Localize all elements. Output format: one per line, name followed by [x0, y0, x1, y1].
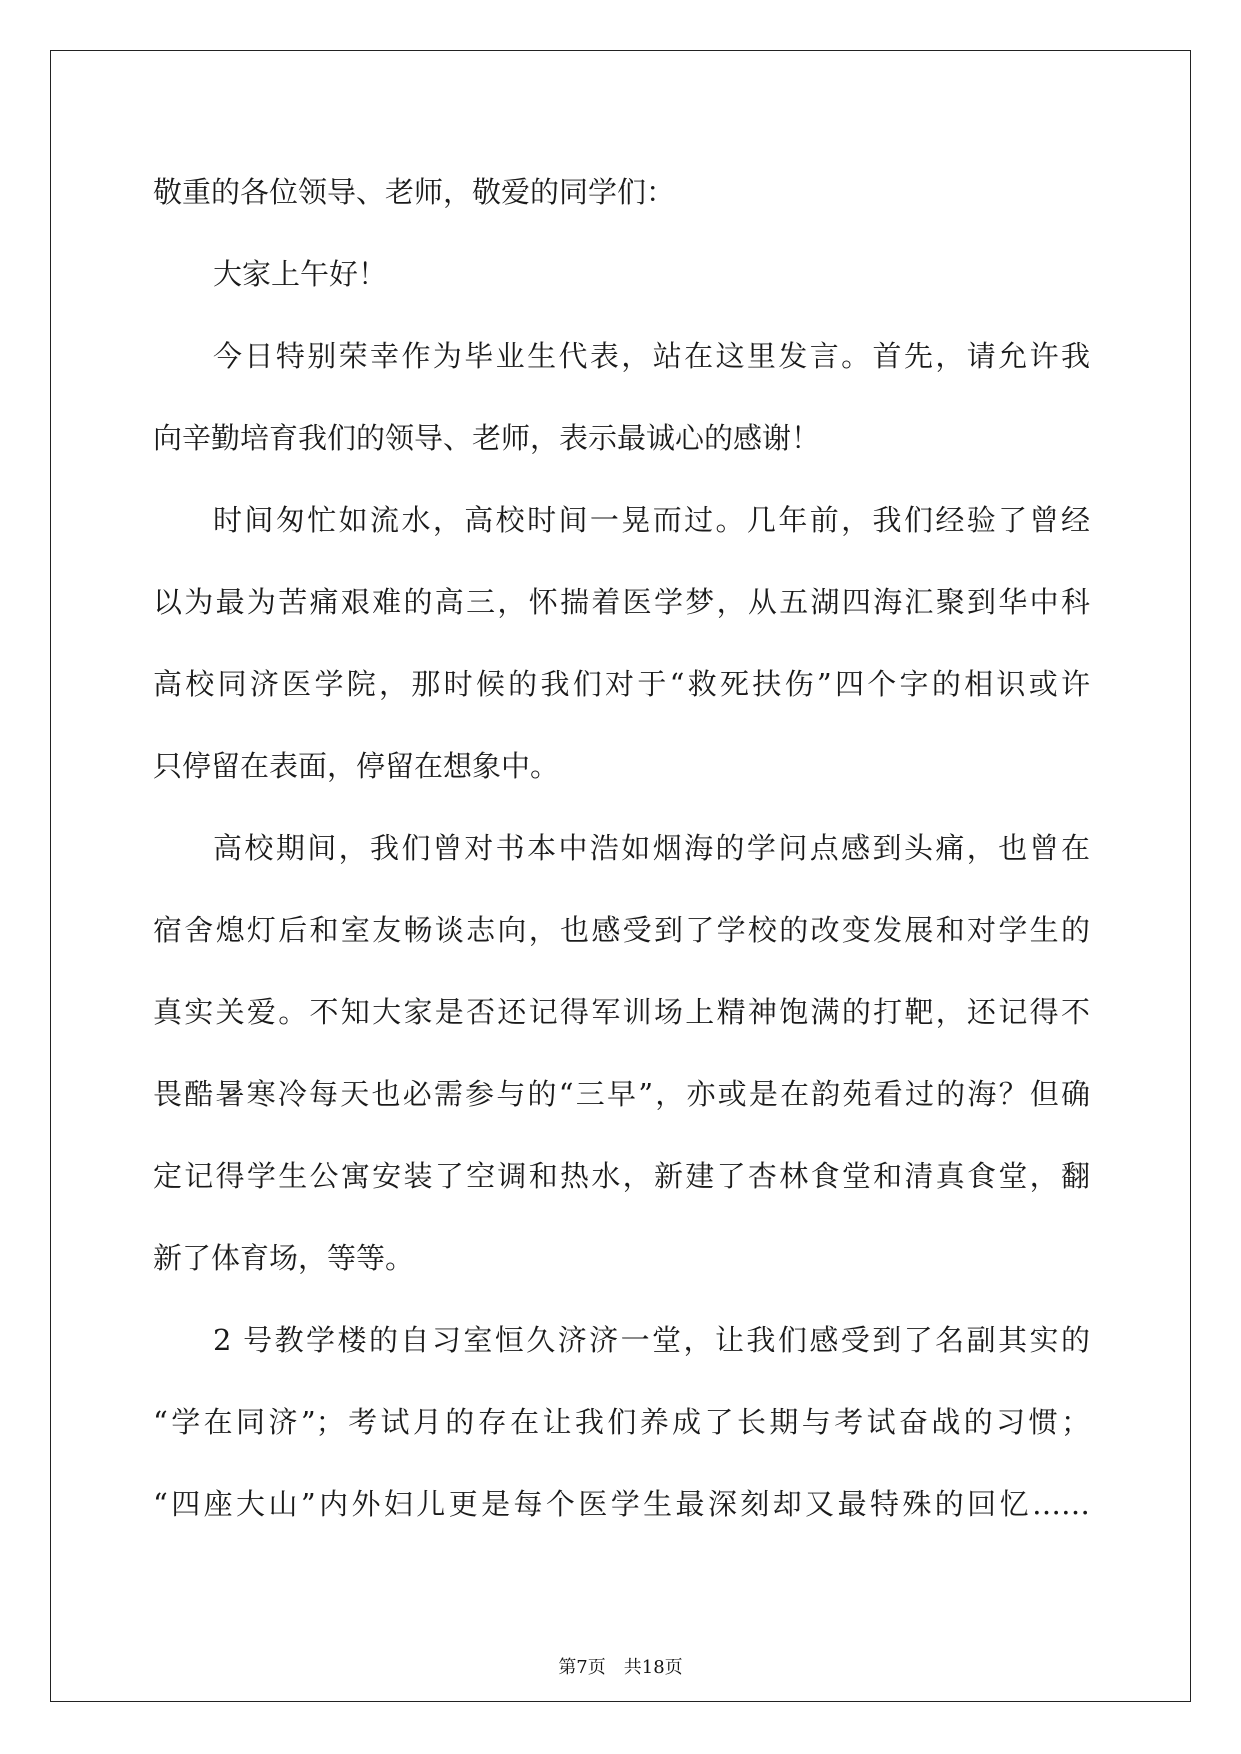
salutation-line: 敬重的各位领导、老师，敬爱的同学们：	[153, 175, 676, 209]
paragraph-line: 宿舍熄灯后和室友畅谈志向，也感受到了学校的改变发展和对学生的	[153, 913, 1090, 947]
paragraph-line: 今日特别荣幸作为毕业生代表，站在这里发言。首先，请允许我	[213, 339, 1090, 373]
page-number-footer: 第7页 共18页	[558, 1657, 683, 1678]
paragraph-line: 定记得学生公寓安装了空调和热水，新建了杏林食堂和清真食堂，翻	[153, 1159, 1090, 1193]
paragraph-line: 新了体育场，等等。	[153, 1241, 415, 1275]
paragraph-line: 向辛勤培育我们的领导、老师，表示最诚心的感谢！	[153, 421, 821, 455]
paragraph-line: 只停留在表面，停留在想象中。	[153, 749, 560, 783]
paragraph-line: “四座大山”内外妇儿更是每个医学生最深刻却又最特殊的回忆……	[153, 1487, 1090, 1521]
greeting-line: 大家上午好！	[213, 257, 388, 291]
paragraph-line: 时间匆忙如流水，高校时间一晃而过。几年前，我们经验了曾经	[213, 503, 1090, 537]
paragraph-line: 真实关爱。不知大家是否还记得军训场上精神饱满的打靶，还记得不	[153, 995, 1090, 1029]
document-body	[153, 162, 1090, 1556]
paragraph-line: 高校期间，我们曾对书本中浩如烟海的学问点感到头痛，也曾在	[213, 831, 1090, 865]
paragraph-line: 以为最为苦痛艰难的高三，怀揣着医学梦，从五湖四海汇聚到华中科	[153, 585, 1090, 619]
paragraph-line: 2 号教学楼的自习室恒久济济一堂，让我们感受到了名副其实的	[213, 1323, 1090, 1357]
paragraph-line: “学在同济”；考试月的存在让我们养成了长期与考试奋战的习惯；	[153, 1405, 1090, 1439]
paragraph-line: 高校同济医学院，那时候的我们对于“救死扶伤”四个字的相识或许	[153, 667, 1090, 701]
paragraph-line: 畏酷暑寒冷每天也必需参与的“三早”，亦或是在韵苑看过的海？但确	[153, 1077, 1090, 1111]
